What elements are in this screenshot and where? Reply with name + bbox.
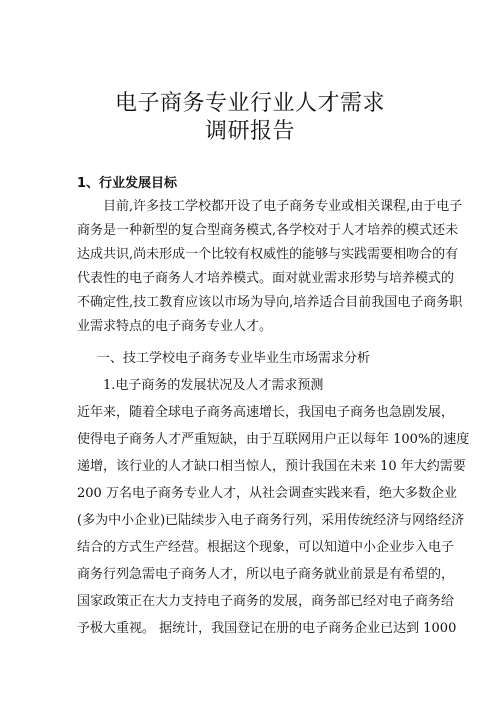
paragraph1-line: 代表性的电子商务人才培养模式。面对就业需求形势与培养模式的	[77, 271, 455, 286]
paragraph2-line: 结合的方式生产经营。根据这个现象，可以知道中小企业步入电子	[77, 540, 455, 555]
paragraph2-line: 200 万名电子商务专业人才，从社会调查实践来看，绝大多数企业	[77, 486, 457, 501]
paragraph1-line: 不确定性,技工教育应该以市场为导向,培养适合目前我国电子商务职	[77, 295, 463, 310]
title-line-1: 电子商务专业行业人才需求	[114, 91, 385, 116]
title-line-2: 调研报告	[204, 119, 295, 144]
paragraph2-line: 近年来，随着全球电子商务高速增长，我国电子商务也急剧发展，	[77, 405, 455, 420]
paragraph1-line: 业需求特点的电子商务专业人才。	[77, 319, 273, 334]
paragraph2-line: 予极大重视。 据统计，我国登记在册的电子商务企业已达到 1000	[77, 621, 457, 636]
subheading-development-status: 1.电子商务的发展状况及人才需求预测	[103, 378, 324, 393]
paragraph2-line: 递增，该行业的人才缺口相当惊人，预计我国在未来 10 年大约需要	[77, 459, 466, 474]
paragraph2-line: (多为中小企业)已陆续步入电子商务行列，采用传统经济与网络经济	[77, 513, 465, 528]
paragraph1-line: 目前,许多技工学校都开设了电子商务专业或相关课程,由于电子	[103, 199, 463, 214]
subheading-market-analysis: 一、技工学校电子商务专业毕业生市场需求分析	[97, 351, 371, 366]
paragraph1-line: 达成共识,尚未形成一个比较有权威性的能够与实践需要相吻合的有	[77, 247, 459, 262]
paragraph2-line: 商务行列急需电子商务人才，所以电子商务就业前景是有希望的，	[77, 567, 455, 582]
section-heading: 1、行业发展目标	[77, 176, 178, 191]
paragraph2-line: 使得电子商务人才严重短缺，由于互联网用户正以每年 100%的速度	[77, 432, 470, 447]
paragraph1-line: 商务是一种新型的复合型商务模式,各学校对于人才培养的模式还未	[77, 223, 459, 238]
paragraph2-line: 国家政策正在大力支持电子商务的发展，商务部已经对电子商务给	[77, 594, 455, 609]
